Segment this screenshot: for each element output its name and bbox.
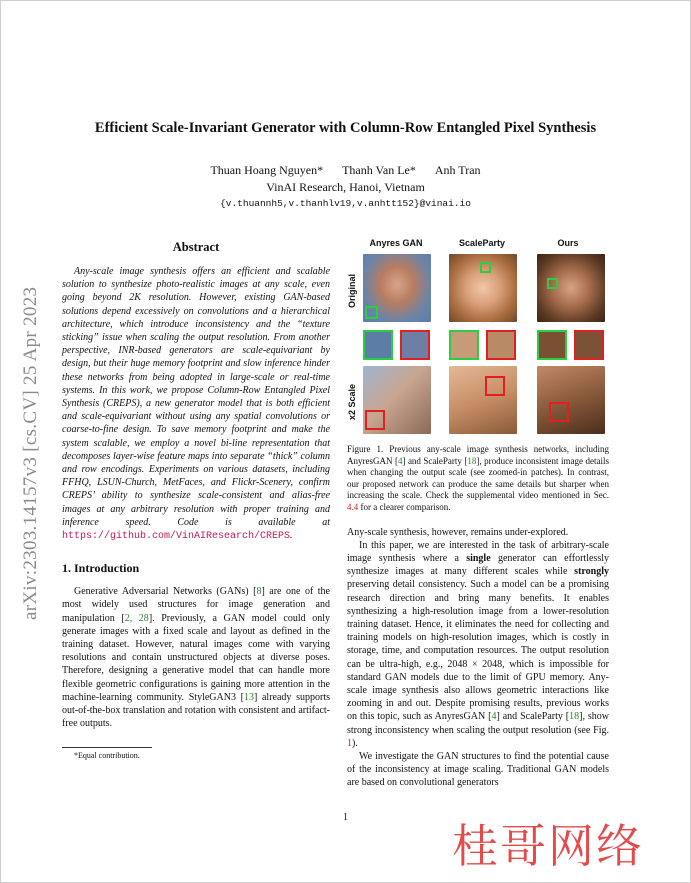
- arxiv-identifier: arXiv:2303.14157v3 [cs.CV] 25 Apr 2023: [20, 286, 41, 620]
- face-image-scaleparty-x2: [449, 366, 517, 434]
- body-text-bold: single: [466, 552, 491, 564]
- body-text-bold: strongly: [574, 566, 609, 578]
- zoom-box-green: [480, 262, 491, 273]
- figure-column-label: Anyres GAN: [369, 238, 423, 248]
- caption-text: Figure 1. Previous any-scale image synthesis networks, including AnyresGAN [: [347, 444, 609, 466]
- author-list: [0, 163, 691, 178]
- citation-link[interactable]: 18: [467, 455, 477, 466]
- author-3: Anh Tran: [434, 163, 481, 177]
- intro-text-d: ] already supports out-of-the-box translation and rotation with consistent and artifact-free outputs.: [62, 691, 330, 730]
- figure-link[interactable]: 1: [347, 737, 352, 749]
- abstract-heading: Abstract: [172, 240, 220, 254]
- zoom-patch-green: [537, 330, 567, 360]
- figure-1: [347, 238, 609, 438]
- caption-text: ], produce inconsistent image details when changing the output scale (see zoomed-in patches). In contrast, our proposed network can produce the same details but sharper when increasing the scale. Check the supplemental video mentioned in Sec.: [347, 455, 609, 501]
- code-link[interactable]: https://github.com/VinAIResearch/CREPS: [62, 531, 291, 543]
- body-text: ], show strong inconsistency when scaling the output resolution (see Fig.: [347, 711, 609, 736]
- figure-column-label: ScaleParty: [458, 238, 506, 248]
- zoom-patch-green: [363, 330, 393, 360]
- watermark: 桂哥网络: [452, 819, 644, 873]
- zoom-patch-green: [449, 330, 479, 360]
- zoom-patch-red: [400, 330, 430, 360]
- author-2: Thanh Van Le*: [342, 163, 416, 177]
- body-text: preserving detail consistency. Such a model can be a promising research direction and bring many benefits. It enables synthesizing a high-resolution image from a lower-resolution training dataset. Hence, it eliminates the need for collecting and training models on high-resolution images, which is costly in storage, time, and computation resources. The output resolution can be ultra-high, e.g., 2048 × 2048, which is impossible for standard GAN models due to the limit of GPU memory. Any-scale image synthesis also allows geometric interactions like zooming in and out. Despite promising results, previous works on this topic, such as AnyresGAN [: [347, 579, 609, 723]
- citation-link[interactable]: 18: [569, 711, 580, 723]
- figure-caption: [347, 444, 609, 514]
- intro-text-a: Generative Adversarial Networks (GANs) [: [74, 586, 257, 598]
- figure-column-label: Ours: [557, 238, 579, 248]
- abstract-body: Any-scale image synthesis offers an efficient and scalable solution to synthesize photo-realistic images at any scale, even going beyond 2K resolution. However, existing GAN-based solutions depend excessively on convolutions and a hierarchical architecture, which introduce inconsistency and the “texture sticking” issue when scaling the output resolution. From another perspective, INR-based generators are scale-equivariant by design, but their huge memory footprint and slow inference hinder these networks from being adopted in large-scale or real-time systems. In this work, we propose Column-Row Entangled Pixel Synthesis (CREPS), a new generator model that is both efficient and scale-equivariant without using any spatial convolutions or coarse-to-fine design. To save memory footprint and make the system scalable, we employ a novel bi-line representation that decomposes layer-wise feature maps into separate “thick” column and row encodings. Experiments on various datasets, including FFHQ, LSUN-Church, MetFaces, and Flickr-Scenery, confirm CREPS’ ability to synthesize scale-consistent and alias-free images at any arbitrary resolution with proper training and inference speed. Code is available at: [62, 266, 330, 528]
- body-text: In this paper, we are interested in the task of arbitrary-scale image synthesis where a: [347, 539, 609, 564]
- left-column: [62, 240, 330, 760]
- author-1: Thuan Hoang Nguyen*: [210, 163, 324, 177]
- body-paragraph: We investigate the GAN structures to find the potential cause of the inconsistency at image scaling. Traditional GAN models are based on convolutional generators: [347, 751, 609, 789]
- right-column: [347, 238, 609, 790]
- paper-title: Efficient Scale-Invariant Generator with Column-Row Entangled Pixel Synthesis: [94, 120, 597, 136]
- figure-row-label: x2 Scale: [347, 383, 357, 420]
- citation-link[interactable]: 13: [243, 691, 254, 703]
- face-image-anyres-x2: [363, 366, 431, 434]
- intro-text-c: ]. Previously, a GAN model could only generate images with a fixed scale and layout as defined in the training dataset. However, natural images come with varying resolutions and contain unstructured objects at diverse poses. Therefore, designing a generative model that can handle more flexible geometric configurations is gaining more attention in the machine-learning community. StyleGAN3 [: [62, 612, 330, 703]
- citation-link[interactable]: 2, 28: [124, 612, 149, 624]
- face-image-ours-x2: [537, 366, 605, 434]
- zoom-box-red: [549, 402, 569, 422]
- face-image-scaleparty-original: [449, 254, 517, 322]
- citation-link[interactable]: 4: [397, 455, 403, 466]
- body-text: ] and ScaleParty [: [496, 711, 570, 723]
- abstract-end: .: [290, 530, 293, 542]
- zoom-patch-red: [486, 330, 516, 360]
- face-image-ours-original: [537, 254, 605, 322]
- caption-text: for a clearer comparison.: [358, 501, 451, 512]
- section-link[interactable]: 4.4: [347, 501, 359, 512]
- body-paragraph: Any-scale synthesis, however, remains under-explored.: [347, 526, 569, 538]
- intro-paragraph: [62, 585, 330, 730]
- zoom-box-green: [547, 278, 558, 289]
- footnote-rule: [62, 747, 152, 748]
- caption-text: ] and ScaleParty [: [402, 455, 468, 466]
- page-number: 1: [343, 812, 348, 823]
- author-emails: {v.thuannh5,v.thanhlv19,v.anhtt152}@vinai.io: [220, 198, 471, 209]
- body-paragraph: [347, 539, 609, 750]
- intro-text-b: ] are one of the most widely used structures for image generation and manipulation [: [62, 586, 330, 624]
- face-image-anyres-original: [363, 254, 431, 322]
- affiliation: VinAI Research, Hanoi, Vietnam: [266, 180, 425, 194]
- introduction-heading: 1. Introduction: [62, 561, 140, 576]
- citation-link[interactable]: 4: [491, 711, 497, 723]
- zoom-box-red: [365, 410, 385, 430]
- abstract-text: [62, 265, 330, 543]
- zoom-box-red: [485, 376, 505, 396]
- figure-row-label: Original: [347, 273, 357, 308]
- citation-link[interactable]: 8: [256, 586, 262, 598]
- body-text: generator can effortlessly synthesize images at many different scales while: [347, 552, 609, 578]
- zoom-box-green: [365, 306, 378, 319]
- footnote: *Equal contribution.: [74, 750, 140, 760]
- body-text: ).: [352, 737, 358, 749]
- zoom-patch-red: [574, 330, 604, 360]
